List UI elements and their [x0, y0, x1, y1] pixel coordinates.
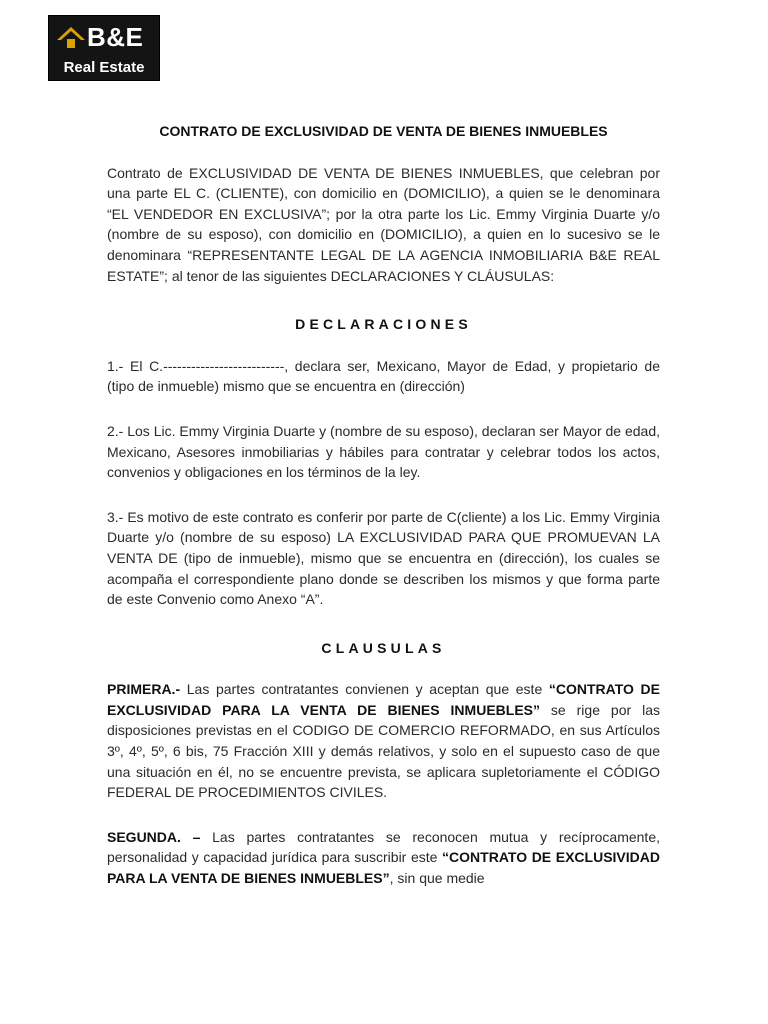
- declaracion-1: 1.- El C.--------------------------, declara ser, Mexicano, Mayor de Edad, y propietario de (tipo de inmueble) mismo que se encuentra en (dirección): [107, 357, 660, 395]
- clausulas-heading: CLAUSULAS: [321, 639, 446, 656]
- segunda-label: SEGUNDA. –: [107, 828, 201, 845]
- clausula-primera: [107, 679, 660, 803]
- primera-text-2: se rige por las disposiciones previstas en el CODIGO DE COMERCIO REFORMADO, en sus Artículos 3º, 4º, 5º, 6 bis, 75 Fracción XIII y demás relativos, y solo en el supuesto caso de que una situación en él, no se encuentre prevista, se aplicara supletoriamente el CÓDIGO FEDERAL DE PROCEDIMIENTOS CIVILES.: [107, 701, 660, 801]
- logo-mark: B&E: [87, 22, 144, 52]
- primera-text-1: Las partes contratantes convienen y aceptan que este: [180, 681, 549, 698]
- declaracion-2: 2.- Los Lic. Emmy Virginia Duarte y (nombre de su esposo), declaran ser Mayor de edad, Mexicano, Asesores inmobiliarias y hábiles para contratar y celebrar todos los actos, convenios y obligaciones en los términos de la ley.: [107, 422, 660, 481]
- intro-paragraph: Contrato de EXCLUSIVIDAD DE VENTA DE BIENES INMUEBLES, que celebran por una parte EL C. (CLIENTE), con domicilio en (DOMICILIO), a quien se le denominara “EL VENDEDOR EN EXCLUSIVA”; por la otra parte los Lic. Emmy Virginia Duarte y/o (nombre de su esposo), con domicilio en (DOMICILIO), a quien en lo sucesivo se le denominara “REPRESENTANTE LEGAL DE LA AGENCIA INMOBILIARIA B&E REAL ESTATE”; al tenor de las siguientes DECLARACIONES Y CLÁUSULAS:: [107, 164, 660, 284]
- document-body: [107, 121, 660, 889]
- segunda-text-2: , sin que medie: [389, 870, 485, 887]
- primera-label: PRIMERA.-: [107, 681, 181, 698]
- logo-subtitle: Real Estate: [63, 59, 145, 76]
- primera-contract-name: “CONTRATO DE EXCLUSIVIDAD PARA LA VENTA DE BIENES INMUEBLES”: [107, 681, 660, 718]
- clausula-segunda: [107, 827, 660, 889]
- declaraciones-heading: DECLARACIONES: [295, 316, 472, 333]
- document-title: CONTRATO DE EXCLUSIVIDAD DE VENTA DE BIENES INMUEBLES: [159, 123, 608, 139]
- segunda-text-1: Las partes contratantes se reconocen mutua y recíprocamente, personalidad y capacidad jurídica para suscribir este: [107, 828, 660, 866]
- declaracion-3: 3.- Es motivo de este contrato es conferir por parte de C(cliente) a los Lic. Emmy Virginia Duarte y/o (nombre de su esposo) LA EXCLUSIVIDAD PARA QUE PROMUEVAN LA VENTA DE (tipo de inmueble), mismo que se encuentra en (dirección), los cuales se acompaña el correspondiente plano donde se describen los mismos y que forma parte de este Convenio como Anexo “A”.: [107, 508, 660, 608]
- segunda-contract-name: “CONTRATO DE EXCLUSIVIDAD PARA LA VENTA DE BIENES INMUEBLES”: [107, 849, 660, 887]
- company-logo: [48, 15, 160, 81]
- house-icon: [56, 25, 86, 51]
